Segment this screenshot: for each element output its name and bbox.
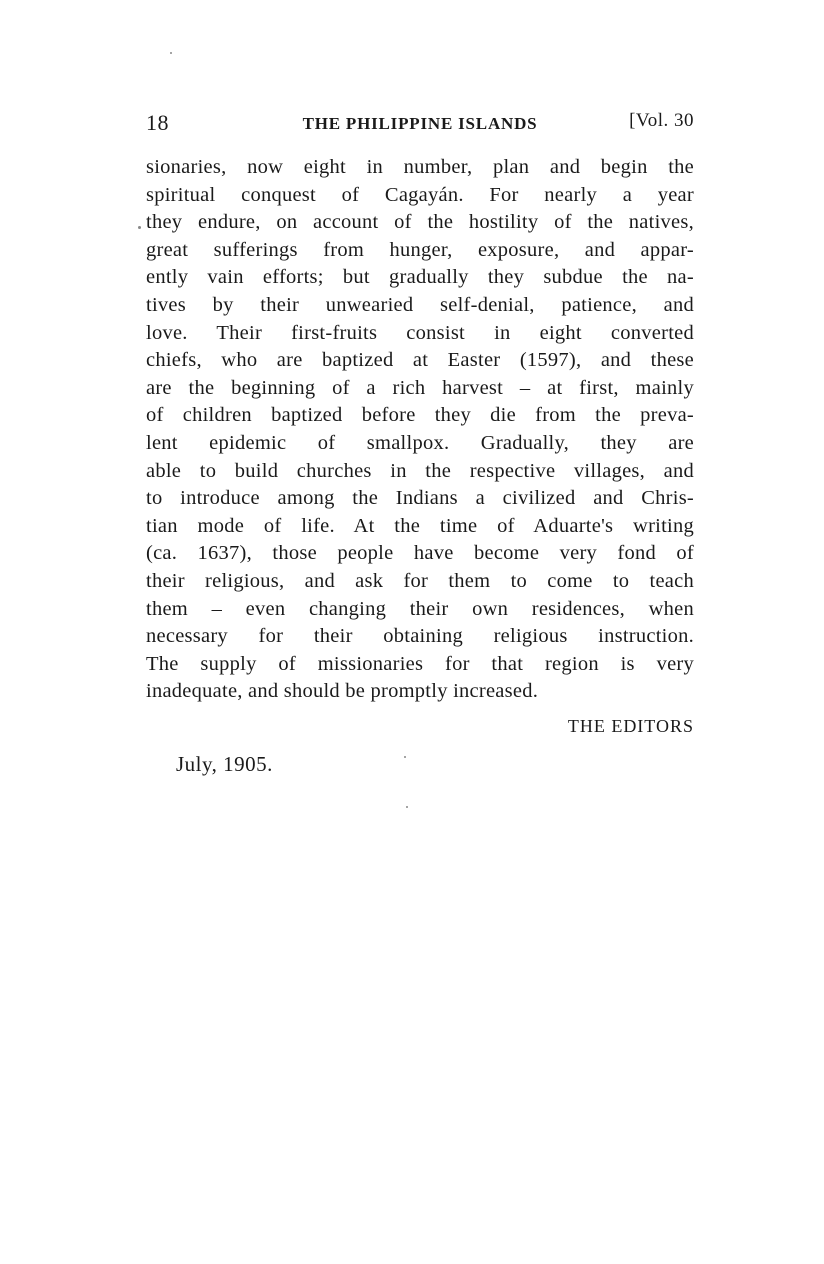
text-line: (ca. 1637), those people have become very fond of: [146, 542, 694, 565]
scan-speck: [406, 806, 408, 808]
text-line: able to build churches in the respective villages, and: [146, 459, 694, 482]
body-paragraph: [146, 154, 694, 706]
text-line: love. Their first-fruits consist in eight converted: [146, 321, 694, 344]
text-line: lent epidemic of smallpox. Gradually, they are: [146, 431, 694, 454]
volume-label: [Vol. 30: [629, 110, 694, 131]
text-line: tian mode of life. At the time of Aduarte's writing: [146, 514, 694, 537]
text-line: tives by their unwearied self-denial, patience, and: [146, 293, 694, 316]
page-number: 18: [146, 110, 169, 135]
text-line: The supply of missionaries for that region is very: [146, 652, 694, 675]
signature: THE EDITORS: [567, 716, 694, 736]
text-line: to introduce among the Indians a civilized and Chris-: [146, 487, 694, 510]
text-line: necessary for their obtaining religious instruction.: [146, 625, 694, 648]
text-line: sionaries, now eight in number, plan and begin the: [146, 156, 694, 178]
text-line: spiritual conquest of Cagayán. For nearly a year: [146, 183, 694, 206]
text-line: of children baptized before they die from the preva-: [146, 404, 694, 427]
scan-speck: [170, 52, 172, 54]
text-line: great sufferings from hunger, exposure, and appar-: [146, 238, 694, 261]
scan-speck: [404, 756, 406, 758]
text-line: ently vain efforts; but gradually they subdue the na-: [146, 266, 694, 289]
text-line: them – even changing their own residences, when: [146, 597, 694, 620]
running-head: [146, 110, 694, 140]
date-line: July, 1905.: [176, 752, 273, 776]
scan-speck: [138, 226, 141, 229]
text-line: are the beginning of a rich harvest – at first, mainly: [146, 376, 694, 399]
text-line: chiefs, who are baptized at Easter (1597), and these: [146, 349, 694, 372]
text-line: inadequate, and should be promptly increased.: [146, 680, 539, 703]
text-line: they endure, on account of the hostility of the natives,: [146, 211, 694, 234]
text-line: their religious, and ask for them to come to teach: [146, 569, 694, 592]
running-title: THE PHILIPPINE ISLANDS: [302, 114, 538, 133]
